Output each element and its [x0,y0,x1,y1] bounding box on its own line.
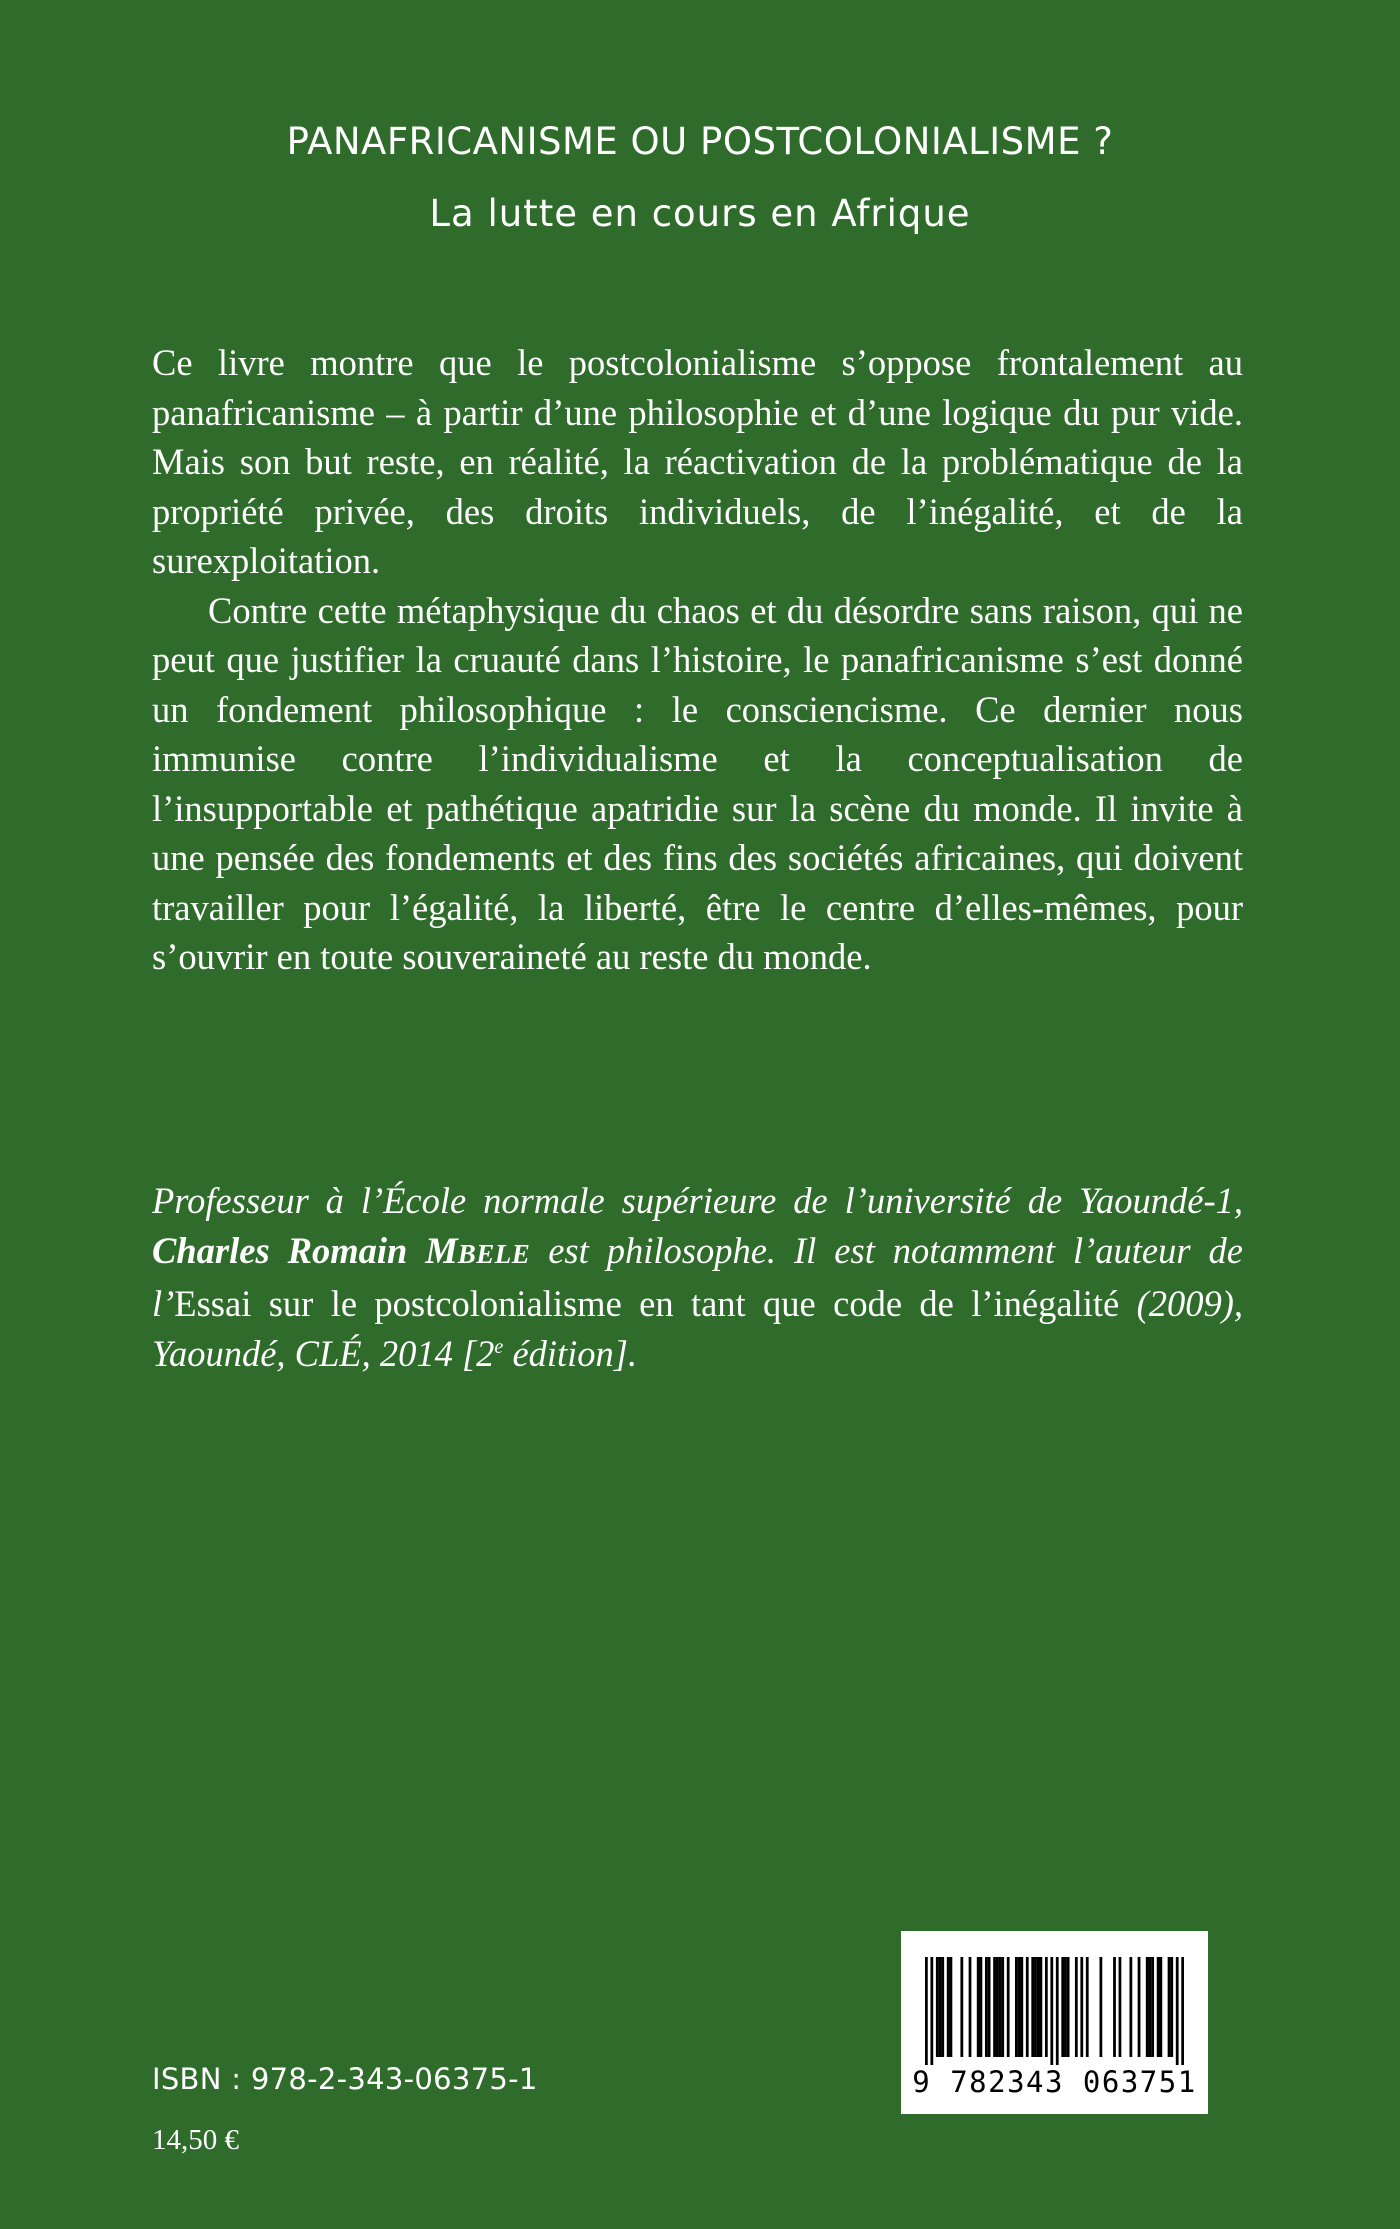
barcode-bar [999,1957,1002,2057]
author-name-last: BELE [457,1238,531,1269]
barcode-bar [1129,1957,1132,2057]
barcode-bar [1149,1957,1152,2057]
edition-superscript: e [494,1335,504,1358]
barcode-bar [1113,1957,1116,2057]
barcode-bar [977,1957,980,2057]
barcode-bar [939,1957,942,2057]
barcode-bar [993,1957,996,2057]
book-subtitle: La lutte en cours en Afrique [429,192,971,235]
barcode-bar [1040,1957,1043,2057]
barcode-bar [1061,1957,1064,2057]
barcode-bar [1050,1957,1053,2065]
barcode-bar [969,1957,972,2057]
author-name [152,1230,530,1271]
barcode-bar [947,1957,950,2057]
barcode-bar [930,1957,933,2065]
blurb-paragraph: Contre cette métaphysique du chaos et du désordre sans raison, qui ne peut que justifier la cruauté dans l’histoire, le panafricanisme s’est donné un fondement philosophique : le consciencisme. Ce dernier nous immunise contre l’individualisme et la conceptualisation de l’insupportable et pathétique apatridie sur la scène du monde. Il invite à une pensée des fondements et des fins des sociétés africaines, qui doivent travailler pour l’égalité, la liberté, être le centre d’elles-mêmes, pour s’ouvrir en toute souveraineté au reste du monde. [152,589,1243,977]
barcode-bar [985,1957,988,2057]
barcode-bar [1086,1957,1089,2057]
author-bio [152,1176,1243,1378]
barcode-bar [1020,1957,1023,2057]
cited-book-title: Essai sur le postcolonialisme en tant que code de l’inégalité [174,1283,1120,1324]
barcode-bar [1159,1957,1162,2057]
barcode-bar [1151,1957,1154,2057]
barcode-bar [925,1957,928,2065]
barcode-bar [1170,1957,1173,2057]
barcode-bar [1067,1957,1070,2057]
barcode-bar [1146,1957,1149,2057]
barcode-bar [1157,1957,1160,2057]
author-bio-continuation: est philosophe. Il est notamment l’auteur de l’ [152,1229,1243,1324]
author-bio-intro: Professeur à l’École normale supérieure de l’université de Yaoundé-1, [152,1180,1243,1221]
barcode-bar [1018,1957,1021,2057]
barcode-bar [1099,1957,1102,2057]
author-bio-text [152,1176,1243,1378]
isbn-label: ISBN : 978-2-343-06375-1 [152,2062,538,2096]
price-label: 14,50 € [152,2124,239,2156]
author-bio-edition: édition]. [503,1332,638,1374]
barcode-bar [960,1957,963,2057]
barcode-bar [1037,1957,1040,2057]
barcode-bar [988,1957,991,2057]
barcode-bar [1176,1957,1179,2065]
book-title: PANAFRICANISME OU POSTCOLONIALISME ? [286,120,1114,163]
barcode-bar [996,1957,999,2057]
barcode-bar [1080,1957,1083,2057]
author-bio-publication: (2009), Yaoundé, CLÉ, 2014 [2 [152,1283,1244,1374]
barcode-bar [1075,1957,1078,2057]
barcode-bar [1026,1957,1029,2057]
author-name-first: Charles Romain M [152,1229,458,1271]
barcode-bar [1138,1957,1141,2057]
barcode-bar [1064,1957,1067,2057]
barcode-bar [1031,1957,1034,2057]
barcode-bar [1001,1957,1004,2057]
barcode-bar [941,1957,944,2057]
barcode-bar [950,1957,953,2057]
barcode-bar [1007,1957,1010,2057]
barcode-bars [925,1957,1184,2065]
blurb [152,338,1243,982]
barcode-bar [936,1957,939,2057]
blurb-paragraph: Ce livre montre que le postcolonialisme s’oppose frontalement au panafricanisme – à partir d’une philosophie et d’une logique du pur vide. Mais son but reste, en réalité, la réactivation de la problématique de la propriété privée, des droits individuels, de l’inégalité, et de la surexploitation. [152,342,1243,581]
barcode-bar [980,1957,983,2057]
barcode-bar [1119,1957,1122,2057]
barcode-bar [1045,1957,1048,2057]
barcode-bar [1034,1957,1037,2057]
barcode-bar [1181,1957,1184,2065]
barcode [901,1931,1208,2114]
barcode-bar [1015,1957,1018,2057]
barcode-bar [1168,1957,1171,2057]
barcode-bar [1056,1957,1059,2065]
barcode-digits: 9 782343 063751 [912,2065,1197,2099]
